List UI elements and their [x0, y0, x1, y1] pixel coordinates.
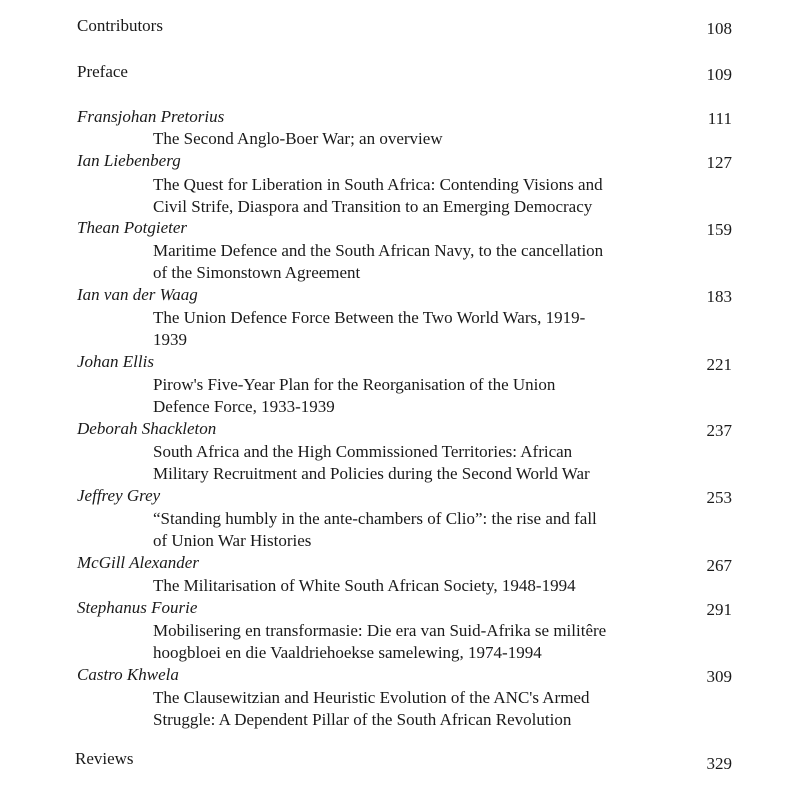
page-number: 111 [707, 109, 732, 128]
page-number: 291 [706, 600, 732, 619]
article-title-line: Struggle: A Dependent Pillar of the South African Revolution [153, 710, 572, 729]
author-name: Stephanus Fourie [77, 598, 198, 617]
author-name: Castro Khwela [77, 665, 179, 684]
author-name: Jeffrey Grey [77, 486, 161, 505]
author-name: Fransjohan Pretorius [77, 107, 225, 126]
article-title-line: Military Recruitment and Policies during the Second World War [153, 464, 590, 483]
article-title-line: The Quest for Liberation in South Africa: Contending Visions and [153, 175, 603, 194]
author-name: Deborah Shackleton [77, 419, 217, 438]
page-number: 183 [706, 287, 732, 306]
article-title-line: of Union War Histories [153, 531, 312, 550]
article-title-line: The Clausewitzian and Heuristic Evolution of the ANC's Armed [153, 688, 590, 707]
page-number: 253 [706, 488, 732, 507]
toc-reviews-label: Reviews [75, 749, 134, 768]
author-name: Thean Potgieter [77, 218, 188, 237]
toc-reviews-page: 329 [706, 754, 732, 773]
article-title-line: Mobilisering en transformasie: Die era van Suid-Afrika se militêre [153, 621, 607, 640]
article-title-line: Defence Force, 1933-1939 [153, 397, 335, 416]
page-number: 267 [706, 556, 732, 575]
author-name: Ian Liebenberg [77, 151, 181, 170]
author-name: McGill Alexander [77, 553, 199, 572]
toc-contributors-page: 108 [706, 19, 732, 38]
article-title-line: “Standing humbly in the ante-chambers of Clio”: the rise and fall [153, 509, 597, 528]
page-number: 159 [706, 220, 732, 239]
author-name: Ian van der Waag [77, 285, 198, 304]
page-number: 127 [706, 153, 732, 172]
toc-preface-label: Preface [77, 62, 128, 81]
article-title-line: of the Simonstown Agreement [153, 263, 361, 282]
article-title-line: South Africa and the High Commissioned Territories: African [153, 442, 573, 461]
page-number: 309 [706, 667, 732, 686]
page-number: 221 [706, 355, 732, 374]
article-title-line: Civil Strife, Diaspora and Transition to an Emerging Democracy [153, 197, 593, 216]
article-title-line: 1939 [153, 330, 187, 349]
article-title-line: Pirow's Five-Year Plan for the Reorganisation of the Union [153, 375, 556, 394]
article-title-line: The Second Anglo-Boer War; an overview [153, 129, 443, 148]
page-number: 237 [706, 421, 732, 440]
article-title-line: The Militarisation of White South African Society, 1948-1994 [153, 576, 576, 595]
article-title-line: Maritime Defence and the South African Navy, to the cancellation [153, 241, 604, 260]
toc-preface-page: 109 [706, 65, 732, 84]
author-name: Johan Ellis [77, 352, 154, 371]
article-title-line: hoogbloei en die Vaaldriehoekse samelewing, 1974-1994 [153, 643, 542, 662]
article-title-line: The Union Defence Force Between the Two World Wars, 1919- [153, 308, 586, 327]
toc-contributors-label: Contributors [77, 16, 163, 35]
